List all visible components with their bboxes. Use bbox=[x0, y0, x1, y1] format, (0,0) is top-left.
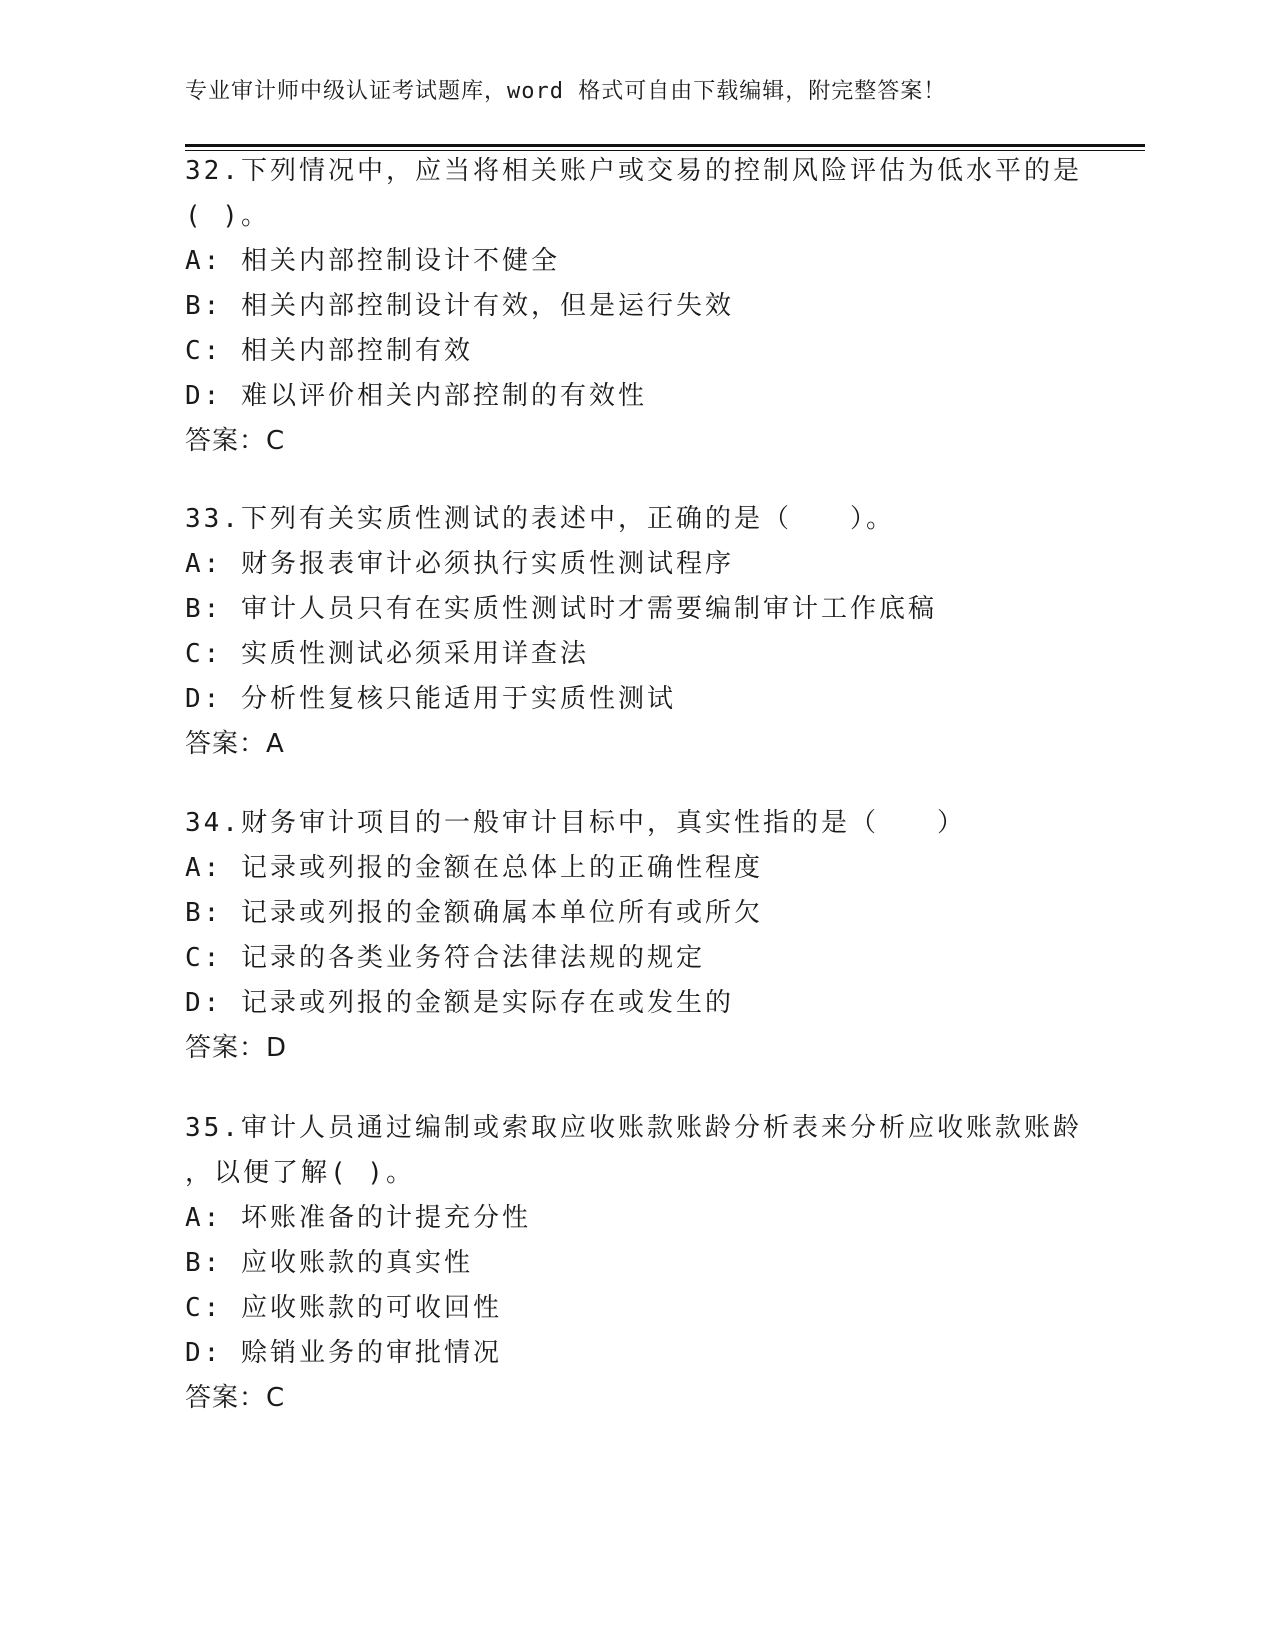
option-a: A: 记录或列报的金额在总体上的正确性程度 bbox=[185, 853, 763, 883]
option-a: A: 财务报表审计必须执行实质性测试程序 bbox=[185, 549, 734, 579]
option-b: B: 记录或列报的金额确属本单位所有或所欠 bbox=[185, 898, 763, 928]
question-34 bbox=[185, 801, 1085, 1071]
question-stem-line: 35.审计人员通过编制或索取应收账款账龄分析表来分析应收账款账龄 bbox=[185, 1113, 1082, 1143]
question-stem-line: ，以便了解( )。 bbox=[185, 1158, 415, 1188]
page-header: 专业审计师中级认证考试题库，word 格式可自由下载编辑，附完整答案！ bbox=[185, 79, 947, 104]
option-d: D: 分析性复核只能适用于实质性测试 bbox=[185, 684, 676, 714]
answer: 答案：A bbox=[185, 729, 285, 759]
option-c: C: 实质性测试必须采用详查法 bbox=[185, 639, 589, 669]
option-b: B: 相关内部控制设计有效，但是运行失效 bbox=[185, 291, 734, 321]
option-d: D: 记录或列报的金额是实际存在或发生的 bbox=[185, 988, 734, 1018]
option-c: C: 相关内部控制有效 bbox=[185, 336, 473, 366]
option-c: C: 应收账款的可收回性 bbox=[185, 1293, 502, 1323]
option-b: B: 应收账款的真实性 bbox=[185, 1248, 473, 1278]
question-stem-line: ( )。 bbox=[185, 201, 270, 231]
option-b: B: 审计人员只有在实质性测试时才需要编制审计工作底稿 bbox=[185, 594, 937, 624]
option-d: D: 赊销业务的审批情况 bbox=[185, 1338, 502, 1368]
answer: 答案：C bbox=[185, 426, 286, 456]
question-35 bbox=[185, 1106, 1085, 1421]
question-stem-line: 33.下列有关实质性测试的表述中，正确的是（ ）。 bbox=[185, 504, 895, 534]
question-stem-line: 34.财务审计项目的一般审计目标中，真实性指的是（ ） bbox=[185, 808, 966, 838]
answer: 答案：D bbox=[185, 1033, 288, 1063]
option-a: A: 坏账准备的计提充分性 bbox=[185, 1203, 531, 1233]
option-a: A: 相关内部控制设计不健全 bbox=[185, 246, 560, 276]
question-32 bbox=[185, 149, 1085, 464]
option-d: D: 难以评价相关内部控制的有效性 bbox=[185, 381, 647, 411]
header-rule-thick bbox=[185, 144, 1145, 147]
question-stem-line: 32.下列情况中，应当将相关账户或交易的控制风险评估为低水平的是 bbox=[185, 156, 1082, 186]
question-33 bbox=[185, 497, 1085, 767]
option-c: C: 记录的各类业务符合法律法规的规定 bbox=[185, 943, 705, 973]
answer: 答案：C bbox=[185, 1383, 286, 1413]
